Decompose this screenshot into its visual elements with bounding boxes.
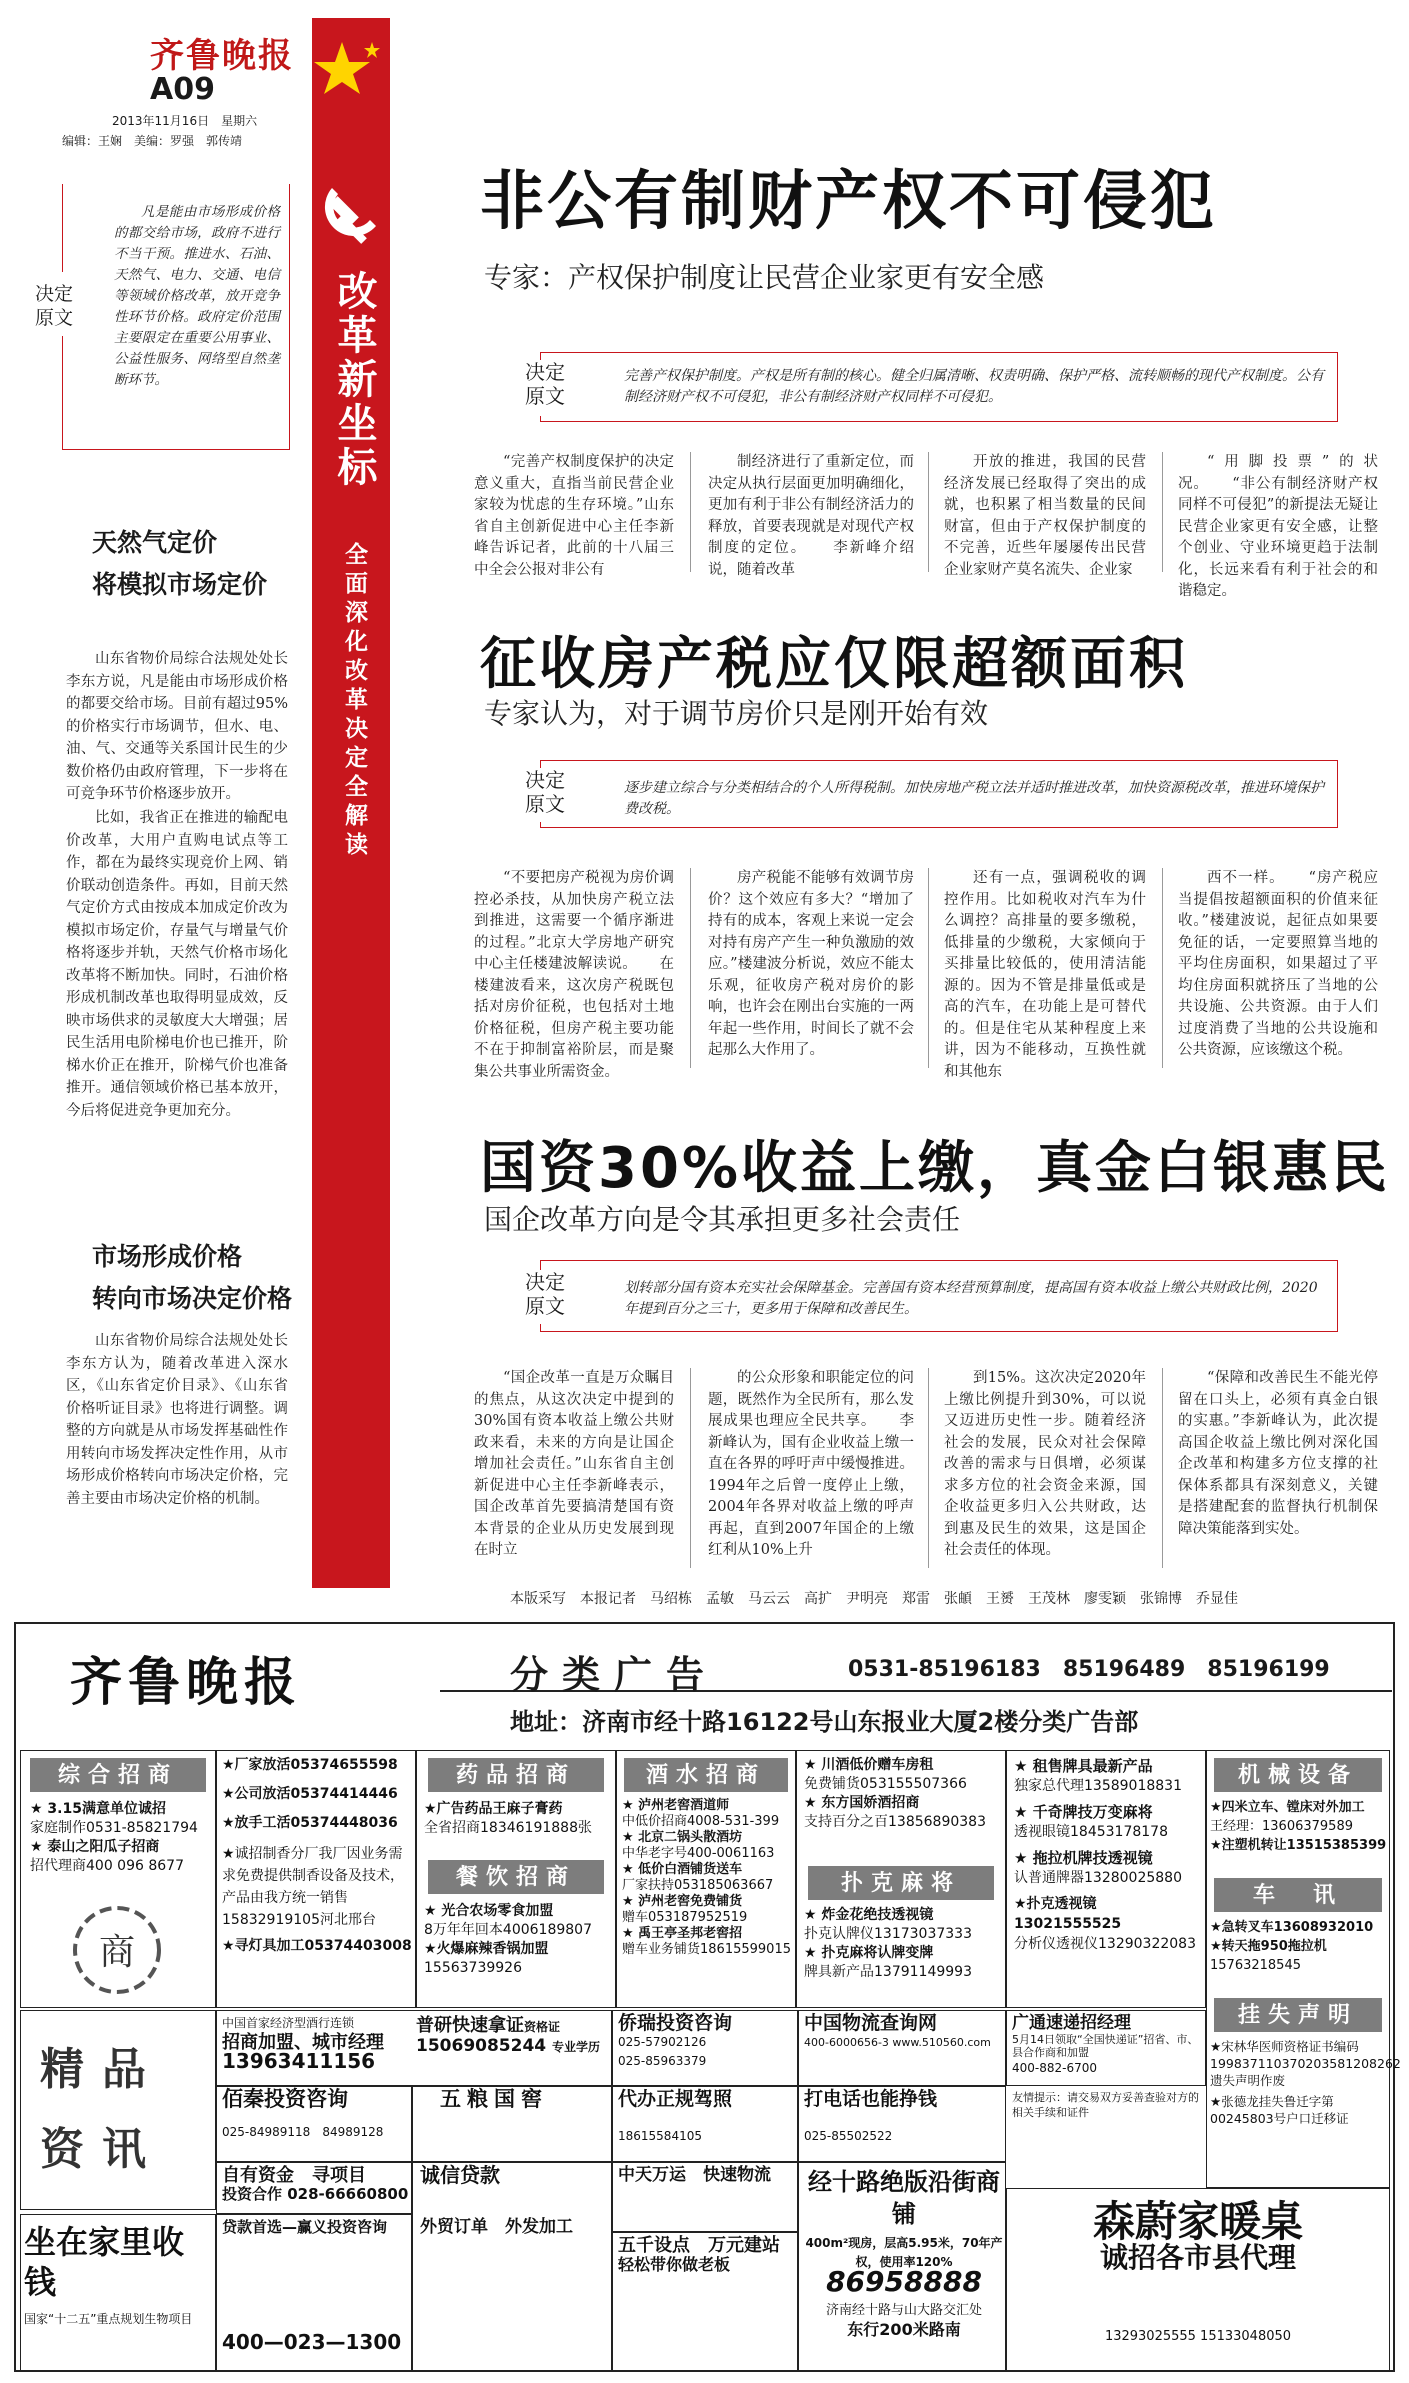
ad-puke-3: ★ 东方国娇酒招商 <box>804 1795 920 1811</box>
ad-paiju-2: 独家总代理13589018831 <box>1014 1778 1182 1794</box>
ad-puke-4: 支持百分之百13856890383 <box>804 1814 986 1830</box>
ad-jiushui-10: 赠车业务铺货18615599015 <box>622 1942 791 1957</box>
article1-col2: 制经济进行了重新定位，而决定从执行层面更加明确细化，更加有利于非公有制经济活力的释放，首要表现就是对现代产权制度的定位。 李新峰介绍说，随着改革 <box>708 454 914 578</box>
ad-canyin-1: ★ 光合农场零食加盟 <box>424 1903 554 1919</box>
ad-paiju-3: ★ 千奇牌技万变麻将 <box>1014 1803 1153 1821</box>
ad-zonghe-3: ★ 泰山之阳瓜子招商 <box>30 1839 160 1855</box>
ad-puyan-1 <box>416 2016 612 2037</box>
ad-baiqin-2: 025-84989118 84989128 <box>222 2125 384 2139</box>
article1-col3: 开放的推进，我国的民营经济发展已经取得了突出的成就，也积累了相当数量的民间财富，但由于产权保护制度的不完善，近些年屡屡传出民营企业家财产莫名流失、企业家 <box>944 454 1146 578</box>
band-subtitle: 全面深化改革决定全解读 <box>341 542 367 861</box>
ad-senwei-2: 诚招各市县代理 <box>1099 2241 1296 2274</box>
article1-rule1 <box>690 452 691 572</box>
ad-yaopin-1: ★广告药品王麻子膏药 <box>424 1801 563 1817</box>
article3-tag: 决定原文 <box>525 1270 565 1318</box>
ad-paiju-text <box>1014 1756 1202 1954</box>
ad-jiushui-text <box>622 1798 794 1958</box>
star-flag-icon <box>312 34 390 114</box>
article3-rule3 <box>1162 1368 1163 1568</box>
ad-dianhua-text <box>804 2090 1004 2146</box>
side-heading-2 <box>92 1236 292 1320</box>
ad-jingshi-4: 济南经十路与山大路交汇处 <box>825 2303 982 2318</box>
ad-yaopin-text <box>424 1800 614 1838</box>
ad-wuqian-text <box>618 2236 796 2274</box>
reporter-credits: 本版采写 本报记者 马绍栋 孟敏 马云云 高扩 尹明亮 郑雷 张頔 王赟 王茂林 廖雯颖 张锦博 乔显佳 <box>510 1591 1238 1607</box>
article2-col2: 房产税能不能够有效调节房价？这个效应有多大？“增加了持有的成本，客观上来说一定会对持有房产产生一种负激励的效应。”楼建波分析说，效应不能太乐观，征收房产税对房价的影响，也许会在刚出台实施的一两年起一些作用，时间长了就不会起那么大作用了。 <box>708 870 914 1058</box>
side-heading-1 <box>92 522 292 606</box>
ads-section-title: 分类广告 <box>510 1652 719 1697</box>
article1-title: 非公有制财产权不可侵犯 <box>480 165 1217 239</box>
article2-tag: 决定原文 <box>525 768 565 816</box>
ad-zuozai-1: 坐在家里收钱 <box>24 2223 185 2301</box>
ad-qiaorui-3: 025-85963379 <box>618 2054 707 2068</box>
ad-jiushui-2: 中低价招商4008-531-399 <box>622 1814 780 1829</box>
ad-paiju-1: ★ 租售牌具最新产品 <box>1014 1757 1153 1775</box>
ad-puyan-tag: 资格证 <box>524 2020 561 2034</box>
side-excerpt-tag: 决定原文 <box>34 283 73 329</box>
ad-jixie-1: ★四米立车、镗床对外加工 <box>1210 1800 1365 1815</box>
ad-wuliu-2: 400-6000656-3 www.510560.com <box>804 2036 991 2049</box>
ad-guangtong-1: 广通速递招经理 <box>1012 2013 1131 2033</box>
article2-col1: “不要把房产税视为房价调控必杀技，从加快房产税立法到推进，这需要一个循序渐进的过程。”北京大学房地产研究中心主任楼建波解读说。 在楼建波看来，这次房产税既包括对房价征税，也包括对土地价格征税，但房产税主要功能不在于抑制富裕阶层，而是聚集公共事业所需资金。 <box>474 870 674 1080</box>
ad-canyin-text <box>424 1902 614 1978</box>
shang-seal-icon <box>62 1900 172 2000</box>
ad-jiuhang-3: 13963411156 <box>222 2049 376 2073</box>
ad-jixie-text <box>1210 1798 1388 1855</box>
ad-jiushui-3: ★ 北京二锅头散酒坊 <box>622 1830 743 1845</box>
ad-jiazhao-text <box>618 2090 796 2146</box>
article2-rule1 <box>690 868 691 1068</box>
article1-lead: 完善产权保护制度。产权是所有制的核心。健全归属清晰、权责明确、保护严格、流转顺畅的现代产权制度。公有制经济财产权不可侵犯，非公有制经济财产权同样不可侵犯。 <box>624 368 1324 405</box>
ad-wuliang-title: 五粮国窖 <box>440 2087 548 2111</box>
ad-daikuan-2: 400—023—1300 <box>222 2330 402 2354</box>
ad-zonghe-1: ★ 3.15满意单位诚招 <box>30 1801 166 1817</box>
ad-zonghe-2: 家庭制作0531-85821794 <box>30 1820 198 1836</box>
ad-ziyou-2: 投资合作 028-66660800 <box>222 2185 409 2203</box>
ad-header-puke: 扑克麻将 <box>808 1866 994 1900</box>
ad-jiazhao-2: 18615584105 <box>618 2129 702 2143</box>
ad-zhongtian-title: 中天万运 快速物流 <box>618 2165 771 2185</box>
ad-jingshi-1: 经十路绝版沿街商铺 <box>808 2168 1000 2228</box>
ad-header-che: 车 讯 <box>1214 1878 1382 1912</box>
ad-canyin-3: ★火爆麻辣香锅加盟 <box>424 1941 549 1957</box>
ad-senwei-1: 森蔚家暖桌 <box>1092 2197 1303 2246</box>
ad-factory-2: ★公司放活05374414446 <box>222 1786 398 1802</box>
ad-dianhua-1: 打电话也能挣钱 <box>804 2088 938 2110</box>
ad-yaopin-2: 全省招商18346191888张 <box>424 1820 592 1836</box>
ad-puke-8: 牌具新产品13791149993 <box>804 1964 972 1980</box>
ad-puyan-phone: 15069085244 <box>416 2036 547 2056</box>
ad-jiushui-7: ★ 泸州老窖免费铺货 <box>622 1894 743 1909</box>
article1-tag: 决定原文 <box>525 360 565 408</box>
article1-subtitle: 专家：产权保护制度让民营企业家更有安全感 <box>484 261 1045 294</box>
ad-jiushui-6: 厂家扶持053185063667 <box>622 1878 774 1893</box>
article1-rule2 <box>928 452 929 572</box>
ad-zonghe-text <box>30 1800 212 1876</box>
ad-puyan-tag2: 专业学历 <box>552 2040 601 2054</box>
ad-guangtong-text <box>1012 2014 1202 2078</box>
ad-header-guashi: 挂失声明 <box>1214 1998 1382 2032</box>
ad-jingshi-2: 400m²现房，层高5.95米，70年产权，使用率120% <box>805 2236 1003 2269</box>
ad-che-3: 15763218545 <box>1210 1958 1301 1973</box>
article2-rule3 <box>1162 868 1163 1068</box>
ad-canyin-2: 8万年年回本4006189807 <box>424 1922 592 1938</box>
ad-header-yaopin: 药品招商 <box>428 1758 604 1792</box>
article3-col1: “国企改革一直是万众瞩目的焦点，从这次决定中提到的30%国有资本收益上缴公共财政来看，未来的方向是让国企增加社会责任。”山东省自主创新促进中心主任李新峰表示，国企改革首先要搞清楚国有资本背景的企业从历史发展到现在时立 <box>474 1370 674 1558</box>
ad-ziyou-1: 自有资金 寻项目 <box>222 2165 366 2186</box>
article3-title: 国资30%收益上缴，真金白银惠民 <box>480 1136 1391 1201</box>
ad-puke-bottom <box>804 1906 1002 1982</box>
ad-guangtong-2: 5月14日领取“全国快递证”招省、市、县合作商和加盟 <box>1012 2033 1199 2059</box>
ad-header-jiushui: 酒水招商 <box>624 1758 788 1792</box>
ad-jiushui-4: 中华老字号400-0061163 <box>622 1846 775 1861</box>
ad-jingshi-3: 86958888 <box>826 2265 982 2298</box>
ad-guashi-text <box>1210 2038 1401 2127</box>
side-excerpt-text: 凡是能由市场形成价格的都交给市场，政府不进行不当干预。推进水、石油、天然气、电力、交通、电信等领域价格改革，放开竞争性环节价格。政府定价范围主要限定在重要公用事业、公益性服务、网络型自然垄断环节。 <box>114 204 280 388</box>
ad-jixie-2: 王经理：13606379589 <box>1210 1819 1353 1834</box>
ad-waimao: 外贸订单 外发加工 <box>420 2217 573 2237</box>
article3-col2: 的公众形象和职能定位的问题，既然作为全民所有，那么发展成果也理应全民共享。 李新峰认为，国有企业收益上缴一直在各界的呼吁声中缓慢推进。1994年之后曾一度停止上缴，2004年各界对收益上缴的呼声再起，直到2007年国企的上缴红利从10%上升 <box>708 1370 914 1558</box>
ad-qiaorui-text <box>618 2014 796 2071</box>
ad-puke-1: ★ 川酒低价赠车房租 <box>804 1757 934 1773</box>
ad-qiaorui-2: 025-57902126 <box>618 2035 707 2049</box>
article2-subtitle: 专家认为，对于调节房价只是刚开始有效 <box>484 697 989 730</box>
ad-che-1: ★急转叉车13608932010 <box>1210 1920 1374 1935</box>
ad-dianhua-2: 025-85502522 <box>804 2129 893 2143</box>
ad-paiju-6: 认普通牌器13280025880 <box>1014 1870 1182 1886</box>
ad-jiuhang-1: 中国首家经济型酒行连锁 <box>222 2016 355 2030</box>
ad-jixie-3: ★注塑机转让13515385399 <box>1210 1838 1387 1853</box>
ad-ziyou-text <box>222 2166 410 2204</box>
ad-puke-5: ★ 炸金花绝技透视镜 <box>804 1907 934 1923</box>
ad-paiju-7: ★扑克透视镜13021555525 <box>1014 1896 1122 1932</box>
ad-puke-2: 免费铺货053155507366 <box>804 1776 967 1792</box>
ad-wuqian-2: 轻松带你做老板 <box>618 2255 731 2274</box>
page-number: A09 <box>150 72 215 107</box>
ad-baiqin-text <box>222 2087 410 2142</box>
ad-paiju-8: 分析仪透视仪13290322083 <box>1014 1936 1196 1952</box>
ad-daikuan-text <box>222 2218 410 2352</box>
ad-puyan-title: 普研快速拿证 <box>416 2015 524 2036</box>
side-paragraph-3: 山东省物价局综合法规处处长李东方认为，随着改革进入深水区，《山东省定价目录》、《山东省价格听证目录》也将进行调整。调整的方向就是从市场发挥基础性作用转向市场发挥决定性作用，从市场形成价格转向市场决定价格，完善主要由市场决定价格的机制。 <box>66 1333 288 1507</box>
side-paragraph-1: 山东省物价局综合法规处处长李东方说，凡是能由市场形成价格的都要交给市场。目前有超过95%的价格实行市场调节，但水、电、油、气、交通等关系国计民生的少数价格仍由政府管理，下一步将在可竞争环节价格逐步放开。 <box>66 651 288 802</box>
ad-paiju-5: ★ 拖拉机牌技透视镜 <box>1014 1849 1153 1867</box>
ad-che-2: ★转天拖950拖拉机 <box>1210 1939 1327 1954</box>
article3-col4: “保障和改善民生不能光停留在口头上，必须有真金白银的实惠。”李新峰认为，此次提高国企收益上缴比例对深化国企改革和构建多方位支撑的社保体系都具有深刻意义，关键是搭建配套的监督执行机制保障决策能落到实处。 <box>1178 1370 1378 1537</box>
section-band <box>312 18 390 1588</box>
ad-guashi-2: ★张德龙挂失鲁迁字第00245803号户口迁移证 <box>1210 2094 1349 2126</box>
side-heading-1-line1: 天然气定价 <box>92 528 218 557</box>
ad-chengxin <box>412 2162 612 2372</box>
side-heading-2-line1: 市场形成价格 <box>92 1242 243 1271</box>
article1-col1: “完善产权制度保护的决定意义重大，直指当前民营企业家较为忧虑的生存环境。”山东省自主创新促进中心主任李新峰告诉记者，此前的十八届三中全会公报对非公有 <box>474 454 674 578</box>
ad-jiushui-8: 赠车053187952519 <box>622 1910 748 1925</box>
ad-factory-text <box>222 1756 412 1956</box>
article2-lead: 逐步建立综合与分类相结合的个人所得税制。加快房地产税立法并适时推进改革，加快资源税改革，推进环境保护费改税。 <box>624 780 1324 817</box>
ad-che-text <box>1210 1918 1388 1975</box>
ad-chengxin-title: 诚信贷款 <box>420 2163 500 2187</box>
ad-senwei-text <box>1016 2196 1380 2346</box>
band-title: 改革新坐标 <box>331 270 377 490</box>
ad-puke-top <box>804 1756 1002 1832</box>
ad-zonghe-4: 招代理商400 096 8677 <box>30 1858 184 1874</box>
ad-header-jixie: 机械设备 <box>1214 1758 1382 1792</box>
ad-wuqian-1: 五千设点 万元建站 <box>618 2235 780 2256</box>
ad-baiqin-1: 佰秦投资咨询 <box>222 2087 348 2111</box>
article1-col4: “用脚投票”的状况。 “非公有制经济财产权同样不可侵犯”的新提法无疑让民营企业家更有安全感，让整个创业、守业环境更趋于法制化，长远来看有利于社会的和谐稳定。 <box>1178 454 1378 599</box>
side-paragraph-2: 比如，我省正在推进的输配电价改革，大用户直购电试点等工作，都在为最终实现竞价上网、销价联动创造条件。再如，目前天然气定价方式由按成本加成定价改为模拟市场定价，存量气与增量气价格将逐步并轨，天然气价格市场化改革将不断加快。同时，石油价格形成机制改革也取得明显成效，反映市场供求的灵敏度大大增强；居民生活用电阶梯电价也已推开，阶梯水价正在推开，阶梯气价也准备推开。通信领域价格已基本放开，今后将促进竞争更加充分。 <box>66 810 288 1119</box>
ads-phones: 0531-85196183 85196489 85196199 <box>848 1657 1330 1682</box>
ad-jiushui-5: ★ 低价白酒铺货送车 <box>622 1862 743 1877</box>
article2-col4: 西不一样。 “房产税应当提倡按超额面积的价值来征收。”楼建波说，起征点如果要免征的话，一定要照算当地的平均住房面积，如果超过了平均住房面积就挤压了当地的公共设施、公共资源。由于人们过度消费了当地的公共设施和公共资源，应该缴这个税。 <box>1178 870 1378 1058</box>
ad-jingshi-text <box>804 2166 1004 2339</box>
ad-qiaorui-1: 侨瑞投资咨询 <box>618 2012 733 2034</box>
article3-col3: 到15%。这次决定2020年上缴比例提升到30%，可以说又迈进历史性一步。随着经济社会的发展，民众对社会保障改善的需求与日俱增，必须谋求多方位的社会资金来源，国企收益更多归入公共财政，达到惠及民生的效果，这是国企社会责任的体现。 <box>944 1370 1146 1558</box>
ad-jingpin-label: 精品资讯 <box>40 2044 164 2175</box>
article3-rule2 <box>928 1368 929 1568</box>
ad-factory-5: ★寻灯具加工05374403008 <box>222 1938 412 1954</box>
editors-line: 编辑：王娴 美编：罗强 郭传靖 <box>62 134 243 148</box>
ad-jiushui-1: ★ 泸州老窖酒道师 <box>622 1798 730 1813</box>
masthead-logo: 齐鲁晚报 <box>150 36 294 76</box>
ad-guangtong-3: 400-882-6700 <box>1012 2061 1098 2075</box>
ads-address: 地址：济南市经十路16122号山东报业大厦2楼分类广告部 <box>510 1708 1139 1736</box>
ad-daikuan-1: 贷款首选—赢义投资咨询 <box>222 2218 388 2236</box>
ad-wuliu-1: 中国物流查询网 <box>804 2012 938 2034</box>
side-heading-1-line2: 将模拟市场定价 <box>92 570 268 599</box>
ad-senwei-3: 13293025555 15133048050 <box>1104 2329 1292 2344</box>
ad-puke-7: ★ 扑克麻将认牌变牌 <box>804 1945 934 1961</box>
ad-guashi-1: ★宋林华医师资格证书编码199837110370203581208262遗失声明作废 <box>1210 2039 1401 2088</box>
ad-puyan-2 <box>416 2037 612 2057</box>
ad-factory-4: ★诚招制香分厂我厂因业务需求免费提供制香设备及技术，产品由我方统一销售15832919105河北邢台 <box>222 1846 404 1928</box>
article2-col3: 还有一点，强调税收的调控作用。比如税收对汽车为什么调控？高排量的要多缴税，低排量的少缴税，大家倾向于买排量比较低的，使用清洁能源的。因为不管是排量低或是高的汽车，在功能上是可替代的。但是住宅从某种程度上来讲，因为不能移动，互换性就和其他东 <box>944 870 1146 1080</box>
ad-notice: 友情提示：请交易双方妥善查验对方的相关手续和证件 <box>1012 2091 1199 2119</box>
ads-logo: 齐鲁晚报 <box>70 1652 303 1713</box>
ad-header-canyin: 餐饮招商 <box>428 1860 604 1894</box>
ad-jiushui-9: ★ 禹王亭圣邦老窖招 <box>622 1926 743 1941</box>
ad-factory-1: ★厂家放活05374655598 <box>222 1757 398 1773</box>
ad-jiazhao-1: 代办正规驾照 <box>618 2088 733 2110</box>
svg-text:商: 商 <box>98 1932 136 1973</box>
side-heading-2-line2: 转向市场决定价格 <box>92 1284 293 1313</box>
issue-date: 2013年11月16日 星期六 <box>112 114 258 128</box>
ad-puke-6: 扑克认牌仪13173037333 <box>804 1926 972 1942</box>
article2-title: 征收房产税应仅限超额面积 <box>480 632 1188 697</box>
article3-subtitle: 国企改革方向是令其承担更多社会责任 <box>484 1203 961 1236</box>
ad-jingshi-5: 东行200米路南 <box>847 2320 961 2339</box>
ad-zuozai-text <box>24 2222 214 2329</box>
ad-zuozai-2: 国家“十二五”重点规划生物项目 <box>24 2312 193 2326</box>
article3-rule1 <box>690 1368 691 1568</box>
article1-rule3 <box>1162 452 1163 572</box>
ad-jiuhang-2: 招商加盟、城市经理 <box>222 2032 384 2053</box>
article3-lead: 划转部分国有资本充实社会保障基金。完善国有资本经营预算制度，提高国有资本收益上缴公共财政比例，2020年提到百分之三十，更多用于保障和改善民生。 <box>624 1280 1318 1317</box>
ad-paiju-4: 透视眼镜18453178178 <box>1014 1824 1168 1840</box>
ad-header-zonghe: 综合招商 <box>30 1758 206 1792</box>
hammer-sickle-icon <box>316 180 386 252</box>
article2-rule2 <box>928 868 929 1068</box>
ad-factory-3: ★放手工活05374448036 <box>222 1815 398 1831</box>
ad-canyin-4: 15563739926 <box>424 1960 522 1976</box>
ad-wuliu-text <box>804 2014 1004 2052</box>
ad-puyan-text <box>416 2016 612 2057</box>
